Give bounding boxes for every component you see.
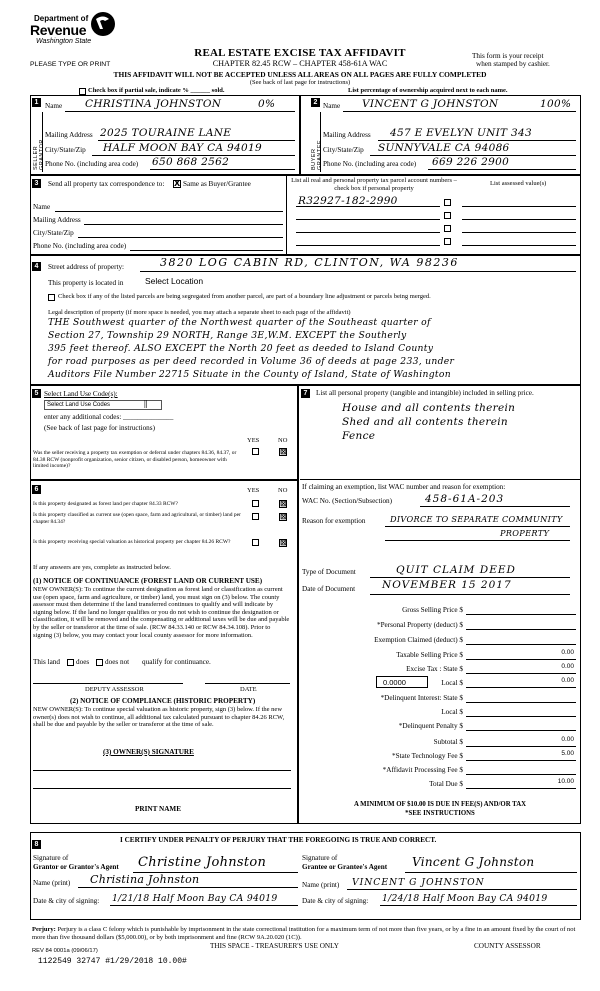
land-use-label: Select Land Use Code(s): [44, 390, 118, 398]
receipt-2: when stamped by cashier. [476, 60, 550, 68]
grantee-signature[interactable]: Vincent G Johnston [412, 855, 535, 869]
s6-q3: Is this property receiving special valuation as historical property per chapter 84.26 RCW? [33, 539, 231, 545]
see-back: (See back of last page for instructions) [249, 79, 351, 86]
section-3-number: 3 [32, 179, 41, 188]
street-label: Street address of property: [48, 263, 125, 271]
pp-line-1[interactable]: House and all contents therein [342, 402, 516, 414]
dept-line2: Revenue [30, 22, 87, 38]
subtotal-value[interactable]: 0.00 [561, 736, 574, 743]
see-instructions: *SEE INSTRUCTIONS [405, 810, 475, 817]
perjury-note [32, 926, 580, 941]
partial-sale-label: Check box if partial sale, indicate % ______ sold. [88, 87, 225, 94]
seller-mail[interactable]: 2025 TOURAINE LANE [100, 127, 232, 139]
notice1-body: NEW OWNER(S): To continue the current designation as forest land or classification as current use (open space, farm and agriculture, or timber) land, you must sign on (3) below. The county assessor must then determine if the land transferred continues to qualify and will indicate by signing below. If the land no longer qualifies or you do not wish to continue the designation or classification, it will be removed and the compensating or additional taxes will be due and payable by the seller or transferor at the time of sale. (RCW 84.33.140 or RCW 84.34.108). Prior to signing (3) below, you may contact your local county assessor for more information. [33, 586, 290, 639]
partial-sale-checkbox[interactable] [79, 88, 86, 95]
land-use-mark: || [144, 399, 148, 408]
print-name-label: PRINT NAME [135, 805, 181, 813]
parcel-3-checkbox[interactable] [444, 225, 451, 232]
grantee-date-label: Date & city of signing: [302, 897, 369, 905]
buyer-mail[interactable]: 457 E EVELYN UNIT 343 [390, 127, 532, 139]
delinq-penalty-label: *Delinquent Penalty $ [398, 722, 463, 730]
does-checkbox[interactable] [67, 659, 74, 666]
pp-label: List all personal property (tangible and intangible) included in selling price. [316, 389, 534, 397]
legal-line-4[interactable]: for road purposes as per deed recorded in Volume 36 of deeds at page 233, under [48, 356, 455, 367]
located-select[interactable]: Select Location [145, 276, 204, 286]
s6-q1-yes[interactable] [252, 500, 259, 507]
s6-if-yes: If any answers are yes, complete as instructed below. [33, 564, 171, 571]
grantor-date[interactable]: 1/21/18 Half Moon Bay CA 94019 [112, 893, 278, 904]
s5-no: NO [278, 437, 288, 444]
dept-line1: Department of [34, 14, 89, 23]
delinq-local-label: Local $ [441, 708, 463, 716]
section-6 [30, 480, 298, 824]
receipt-1: This form is your receipt [472, 52, 544, 60]
delinq-state-label: *Delinquent Interest: State $ [380, 694, 463, 702]
notice1-title: (1) NOTICE OF CONTINUANCE (FOREST LAND OR CURRENT USE) [33, 577, 263, 585]
grantor-sig-label-2: Grantor or Grantor's Agent [33, 863, 119, 871]
reason-value-2[interactable]: PROPERTY [500, 528, 550, 538]
grantor-name[interactable]: Christina Johnston [90, 873, 200, 886]
gross-label: Gross Selling Price $ [402, 606, 463, 614]
parcel-1-checkbox[interactable] [444, 199, 451, 206]
cashier-stamp: 1122549 32747 #1/29/2018 10.00# [38, 957, 187, 966]
located-label: This property is located in [48, 279, 124, 287]
buyer-city-label: City/State/Zip [323, 146, 364, 154]
seller-name[interactable]: CHRISTINA JOHNSTON [85, 98, 222, 110]
qualify-label: qualify for continuance. [142, 658, 211, 666]
treasurer-space: THIS SPACE - TREASURER'S USE ONLY [210, 942, 339, 950]
minimum-fee: A MINIMUM OF $10.00 IS DUE IN FEE(S) AND/OR TAX [353, 801, 527, 808]
notice2-body: NEW OWNER(S): To continue special valuation as historic property, sign (3) below. If the new owner(s) does not wish to continue, all additional tax calculated pursuant to chapter 84.26 RCW, shall be due and payable by the seller or transferor at the time of sale. [33, 706, 285, 729]
seller-city-label: City/State/Zip [45, 146, 86, 154]
parcel-number[interactable]: R32927-182-2990 [298, 195, 398, 207]
grantee-name-label: Name (print) [302, 881, 340, 889]
total-label: Total Due $ [429, 780, 463, 788]
excise-state-label: Excise Tax : State $ [406, 665, 463, 673]
seller-phone-label: Phone No. (including area code) [45, 160, 139, 168]
grantee-sig-label-2: Grantee or Grantee's Agent [302, 863, 388, 871]
exemption-label: Exemption Claimed (deduct) $ [374, 636, 463, 644]
affidavit-fee-label: *Affidavit Processing Fee $ [382, 766, 463, 774]
grantee-sig-label-1: Signature of [302, 854, 338, 862]
grantor-sig-label-1: Signature of [33, 854, 69, 862]
does-label: does [76, 658, 90, 666]
claim-label: If claiming an exemption, list WAC number and reason for exemption: [302, 483, 506, 491]
buyer-side-label: BUYER GRANTEE [311, 139, 323, 170]
same-as-buyer-label: Same as Buyer/Grantee [183, 180, 251, 188]
buyer-name-label: Name [323, 102, 341, 110]
personal-label: *Personal Property (deduct) $ [376, 621, 463, 629]
does-not-checkbox[interactable] [96, 659, 103, 666]
legal-line-5[interactable]: Auditors File Number 22715 Situate in the County of Island, State of Washington [48, 369, 451, 380]
chapter: CHAPTER 82.45 RCW – CHAPTER 458-61A WAC [212, 59, 388, 68]
local-rate: 0.0000 [383, 678, 406, 687]
s5-yes: YES [247, 437, 260, 444]
does-not-label: does not [105, 658, 130, 666]
land-use-select[interactable]: Select Land Use Codes [44, 400, 162, 410]
grantee-date[interactable]: 1/24/18 Half Moon Bay CA 94019 [382, 893, 548, 904]
please-type: PLEASE TYPE OR PRINT [30, 61, 111, 68]
s5-see-back: (See back of last page for instructions) [44, 424, 155, 432]
s6-q2-no[interactable]: ⊠ [280, 512, 287, 521]
buyer-phone-label: Phone No. (including area code) [323, 160, 417, 168]
legal-line-1[interactable]: THE Southwest quarter of the Northwest quarter of the Southeast quarter of [48, 317, 431, 328]
assessed-header: List assessed value(s) [490, 180, 547, 187]
doc-type-value[interactable]: QUIT CLAIM DEED [396, 564, 516, 576]
legal-line-2[interactable]: Section 27, Township 29 NORTH, Range 3E,W.M. EXCEPT the Southerly [48, 330, 407, 341]
certify: I CERTIFY UNDER PENALTY OF PERJURY THAT THE FOREGOING IS TRUE AND CORRECT. [120, 836, 437, 844]
grantor-signature[interactable]: Christine Johnston [138, 855, 267, 870]
taxable-value[interactable]: 0.00 [561, 649, 574, 656]
s6-yes: YES [247, 487, 260, 494]
s6-q2-yes[interactable] [252, 513, 259, 520]
owner-signature-label: (3) OWNER(S) SIGNATURE [103, 748, 194, 756]
reason-label: Reason for exemption [302, 517, 366, 525]
local-value[interactable]: 0.00 [561, 677, 574, 684]
additional-codes: enter any additional codes: ______________ [44, 413, 174, 421]
seller-name-label: Name [45, 102, 63, 110]
s6-q2: Is this property classified as current use (open space, farm and agricultural, or timber) land per chapter 84.34? [33, 512, 241, 525]
s3-name-label: Name [33, 203, 51, 211]
dept-line3: Washington State [36, 38, 92, 45]
pp-line-3[interactable]: Fence [342, 430, 376, 442]
ownership-note: List percentage of ownership acquired next to each name. [348, 87, 508, 94]
parcel-4-checkbox[interactable] [444, 238, 451, 245]
section-1-number: 1 [32, 98, 41, 107]
rev-number: REV 84 0001a (09/06/17) [32, 948, 98, 954]
buyer-city[interactable]: SUNNYVALE CA 94086 [378, 142, 510, 154]
parcel-header: List all real and personal property tax parcel account numbers – check box if personal property [291, 177, 457, 192]
notice2-title: (2) NOTICE OF COMPLIANCE (HISTORIC PROPERTY) [70, 697, 256, 705]
taxable-label: Taxable Selling Price $ [396, 651, 463, 659]
s6-q3-yes[interactable] [252, 539, 259, 546]
section-2-number: 2 [311, 98, 320, 107]
revenue-logo-icon [90, 11, 116, 37]
same-as-buyer-checkbox[interactable]: X [174, 179, 181, 188]
doc-date-value[interactable]: NOVEMBER 15 2017 [382, 579, 512, 591]
perjury-bold: Perjury: [32, 926, 56, 933]
seller-pct[interactable]: 0% [258, 98, 276, 110]
tech-fee-label: *State Technology Fee $ [391, 752, 463, 760]
s5-q1-no[interactable]: ⊠ [280, 447, 287, 456]
s3-city-label: City/State/Zip [33, 229, 74, 237]
form-title: REAL ESTATE EXCISE TAX AFFIDAVIT [194, 47, 406, 59]
doc-date-label: Date of Document [302, 585, 356, 593]
seller-mail-label: Mailing Address [45, 131, 93, 139]
s6-q3-no[interactable]: ⊠ [280, 538, 287, 547]
reason-value-1[interactable]: DIVORCE TO SEPARATE COMMUNITY [390, 514, 563, 524]
s3-phone-label: Phone No. (including area code) [33, 242, 127, 250]
grantor-name-label: Name (print) [33, 879, 71, 887]
s6-q1: Is this property designated as forest land per chapter 84.33 RCW? [33, 501, 178, 507]
segregated-label: Check box if any of the listed parcels are being segregated from another parcel, are part of a boundary line adjustment or parcels being merged. [58, 293, 431, 300]
parcel-2-checkbox[interactable] [444, 212, 451, 219]
doc-type-label: Type of Document [302, 568, 356, 576]
legal-line-3[interactable]: 395 feet thereof. ALSO EXCEPT the North 20 feet as deeded to Island County [48, 343, 434, 354]
total-value[interactable]: 10.00 [557, 778, 574, 785]
deputy-assessor: DEPUTY ASSESSOR [85, 686, 144, 693]
s6-q1-no[interactable]: ⊠ [280, 499, 287, 508]
seller-city[interactable]: HALF MOON BAY CA 94019 [103, 142, 262, 154]
s3-mail-label: Mailing Address [33, 216, 81, 224]
dor-logo [30, 12, 140, 52]
section-5-number: 5 [32, 389, 41, 398]
buyer-pct[interactable]: 100% [540, 98, 572, 110]
section-4-number: 4 [32, 262, 41, 271]
county-assessor: COUNTY ASSESSOR [474, 942, 541, 950]
street-value[interactable]: 3820 LOG CABIN RD, CLINTON, WA 98236 [160, 256, 459, 269]
perjury-text: Perjury is a class C felony which is punishable by imprisonment in the state correctional institution for a maximum term of not more than five years, or by a fine in an amount fixed by the court of not more than five thousand dollars ($5,000.00), or by both imprisonment and fine (RCW 9A.20.020 (1C)). [32, 926, 576, 941]
buyer-phone[interactable]: 669 226 2900 [432, 156, 510, 168]
this-land-label: This land [33, 658, 60, 666]
segregated-checkbox[interactable] [48, 294, 55, 301]
deputy-date: DATE [240, 686, 257, 693]
legal-label: Legal description of property (if more space is needed, you may attach a separate sheet to each page of the affidavit) [48, 309, 351, 316]
seller-phone[interactable]: 650 868 2562 [152, 156, 230, 168]
wac-value[interactable]: 458-61A-203 [425, 493, 505, 505]
buyer-name[interactable]: VINCENT G JOHNSTON [362, 98, 499, 110]
subtotal-label: Subtotal $ [433, 738, 463, 746]
excise-state-value[interactable]: 0.00 [561, 663, 574, 670]
grantee-name[interactable]: VINCENT G JOHNSTON [352, 877, 485, 888]
warning: THIS AFFIDAVIT WILL NOT BE ACCEPTED UNLESS ALL AREAS ON ALL PAGES ARE FULLY COMPLETED [113, 70, 487, 79]
buyer-mail-label: Mailing Address [323, 131, 371, 139]
section-7-number: 7 [301, 389, 310, 398]
send-label: Send all property tax correspondence to: [48, 180, 165, 188]
s6-no: NO [278, 487, 288, 494]
wac-label: WAC No. (Section/Subsection) [302, 497, 393, 505]
s5-q1: Was the seller receiving a property tax exemption or deferral under chapters 84.36, 84.37, or 84.38 RCW (nonprofit organization, senior citizen, or disabled person, homeowner with limited income)? [33, 450, 237, 469]
section-6-number: 6 [32, 485, 41, 494]
seller-side-label: SELLER GRANTOR [33, 139, 45, 170]
pp-line-2[interactable]: Shed and all contents therein [342, 416, 508, 428]
grantor-date-label: Date & city of signing: [33, 897, 100, 905]
section-8-number: 8 [32, 840, 41, 849]
s5-q1-yes[interactable] [252, 448, 259, 455]
tech-fee-value[interactable]: 5.00 [561, 750, 574, 757]
local-label: Local $ [441, 679, 463, 687]
